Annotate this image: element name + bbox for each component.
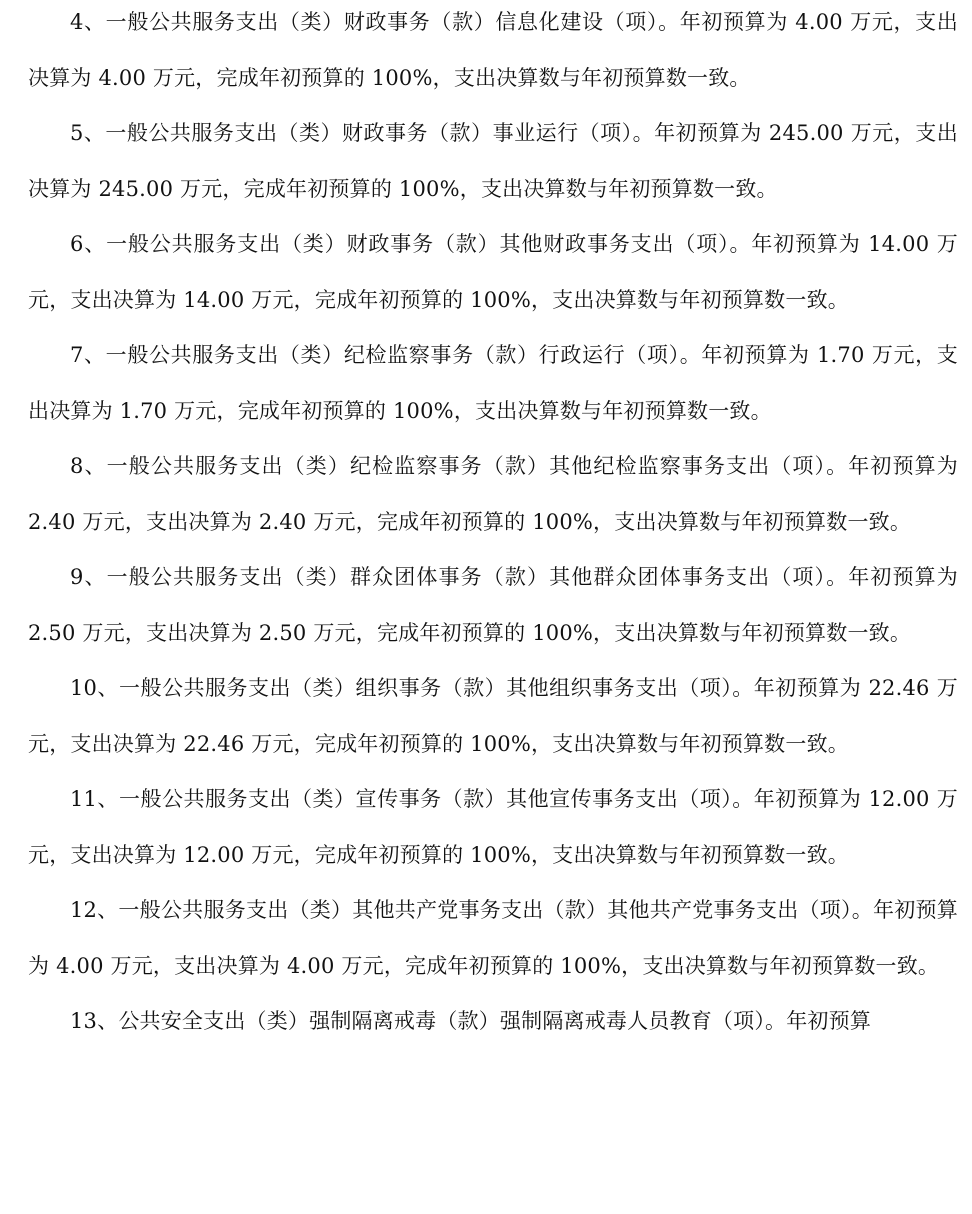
- paragraph-item-10: 10、一般公共服务支出（类）组织事务（款）其他组织事务支出（项）。年初预算为 22.46 万元，支出决算为 22.46 万元，完成年初预算的 100%，支出决算数与年初预算数一致。: [28, 676, 958, 756]
- document-body: [28, 0, 958, 1050]
- paragraph-item-9: 9、一般公共服务支出（类）群众团体事务（款）其他群众团体事务支出（项）。年初预算为 2.50 万元，支出决算为 2.50 万元，完成年初预算的 100%，支出决算数与年初预算数一致。: [28, 565, 958, 645]
- paragraph-item-7: 7、一般公共服务支出（类）纪检监察事务（款）行政运行（项）。年初预算为 1.70 万元，支出决算为 1.70 万元，完成年初预算的 100%，支出决算数与年初预算数一致。: [28, 343, 958, 423]
- paragraph-item-11: 11、一般公共服务支出（类）宣传事务（款）其他宣传事务支出（项）。年初预算为 12.00 万元，支出决算为 12.00 万元，完成年初预算的 100%，支出决算数与年初预算数一致。: [28, 787, 958, 867]
- paragraph-item-4: 4、一般公共服务支出（类）财政事务（款）信息化建设（项）。年初预算为 4.00 万元，支出决算为 4.00 万元，完成年初预算的 100%，支出决算数与年初预算数一致。: [28, 10, 958, 90]
- paragraph-item-8: 8、一般公共服务支出（类）纪检监察事务（款）其他纪检监察事务支出（项）。年初预算为 2.40 万元，支出决算为 2.40 万元，完成年初预算的 100%，支出决算数与年初预算数一致。: [28, 454, 958, 534]
- paragraph-item-6: 6、一般公共服务支出（类）财政事务（款）其他财政事务支出（项）。年初预算为 14.00 万元，支出决算为 14.00 万元，完成年初预算的 100%，支出决算数与年初预算数一致。: [28, 232, 958, 312]
- paragraph-item-13: 13、公共安全支出（类）强制隔离戒毒（款）强制隔离戒毒人员教育（项）。年初预算: [70, 1009, 872, 1033]
- paragraph-item-12: 12、一般公共服务支出（类）其他共产党事务支出（款）其他共产党事务支出（项）。年初预算为 4.00 万元，支出决算为 4.00 万元，完成年初预算的 100%，支出决算数与年初预算数一致。: [28, 898, 958, 978]
- paragraph-item-5: 5、一般公共服务支出（类）财政事务（款）事业运行（项）。年初预算为 245.00 万元，支出决算为 245.00 万元，完成年初预算的 100%，支出决算数与年初预算数一致。: [28, 121, 958, 201]
